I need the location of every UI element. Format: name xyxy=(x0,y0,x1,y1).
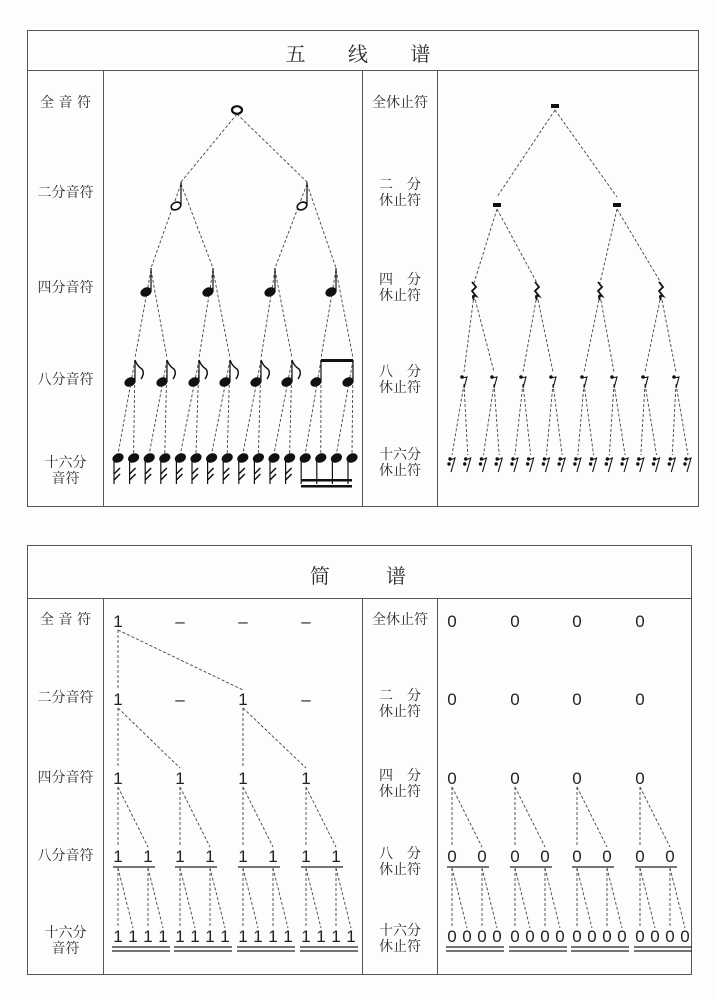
eighth-note xyxy=(281,360,300,387)
jianpu-note: 1 xyxy=(301,769,311,788)
note-flag xyxy=(239,474,245,480)
jianpu-rest: 0 xyxy=(572,690,582,709)
sixteenth-rest xyxy=(463,457,471,472)
rest-dot xyxy=(510,462,513,465)
note-flag xyxy=(145,468,151,474)
note-flag xyxy=(114,474,120,480)
jianpu-note: 1 xyxy=(113,690,123,709)
connector-line xyxy=(577,787,607,847)
jianpu-rest: 0 xyxy=(635,690,645,709)
connector-line xyxy=(523,384,531,455)
connector-line xyxy=(545,868,560,928)
connector-line xyxy=(515,868,530,928)
connector-line xyxy=(135,270,151,358)
jianpu-rest: 0 xyxy=(477,847,487,866)
rest-stroke xyxy=(639,458,644,472)
rest-label: 四 分 休止符 xyxy=(379,768,421,800)
eighth-note xyxy=(124,360,143,387)
rest-label: 全休止符 xyxy=(372,95,428,111)
rest-dot xyxy=(668,462,671,465)
connector-line xyxy=(213,270,230,358)
jianpu-note: 1 xyxy=(158,927,168,946)
jianpu-rest: 0 xyxy=(540,847,550,866)
connector-line xyxy=(515,787,545,847)
connector-line xyxy=(336,868,351,928)
connector-line xyxy=(118,630,243,690)
note-label: 四分音符 xyxy=(37,280,94,296)
beam xyxy=(301,479,352,482)
jianpu-note: 1 xyxy=(253,927,263,946)
connector-line xyxy=(452,384,464,455)
connector-line xyxy=(199,270,213,358)
jianpu-rest: 0 xyxy=(602,927,612,946)
connector-line xyxy=(307,184,336,268)
connector-line xyxy=(275,270,292,358)
connector-line xyxy=(641,384,645,455)
note-flag xyxy=(161,474,167,480)
jianpu-note: 1 xyxy=(113,847,123,866)
jianpu-note: – xyxy=(175,612,185,631)
connector-line xyxy=(180,787,210,847)
note-head xyxy=(264,287,276,298)
note-flag xyxy=(270,468,276,474)
jianpu-rest: 0 xyxy=(650,927,660,946)
rest-stroke xyxy=(529,458,534,472)
note-flag xyxy=(114,468,120,474)
connector-line xyxy=(661,295,676,372)
whole-note xyxy=(232,106,242,114)
note-head xyxy=(202,287,214,298)
connector-line xyxy=(578,384,584,455)
connector-line xyxy=(464,384,468,455)
sixteenth-rest xyxy=(652,457,660,472)
connector-line xyxy=(645,295,661,372)
rest-stroke xyxy=(544,458,549,472)
connector-line xyxy=(149,360,167,454)
rest-dot xyxy=(683,462,686,465)
note-head xyxy=(296,201,308,212)
jianpu-note: 1 xyxy=(238,769,248,788)
note-flag xyxy=(130,474,136,480)
jianpu-rest: 0 xyxy=(477,927,487,946)
jianpu-note: 1 xyxy=(331,847,341,866)
connector-line xyxy=(670,868,685,928)
connector-line xyxy=(452,787,482,847)
jianpu-rest: 0 xyxy=(555,927,565,946)
rest-dot xyxy=(636,462,639,465)
note-flag xyxy=(254,474,260,480)
jianpu-note: – xyxy=(238,612,248,631)
connector-line xyxy=(577,868,592,928)
jianpu-note: 1 xyxy=(175,847,185,866)
connector-line xyxy=(243,787,273,847)
note-flag xyxy=(292,360,300,379)
sixteenth-rest xyxy=(605,457,613,472)
connector-line xyxy=(306,868,321,928)
rest-dot xyxy=(526,462,529,465)
rest-dot xyxy=(495,462,498,465)
sixteenth-note xyxy=(252,453,264,484)
sixteenth-rest xyxy=(573,457,581,472)
sixteenth-rest xyxy=(557,457,565,472)
connector-line xyxy=(243,868,258,928)
connector-line xyxy=(584,384,594,455)
rest-stroke xyxy=(592,458,597,472)
rest-stroke xyxy=(462,377,467,388)
connector-line xyxy=(181,184,213,268)
connector-line xyxy=(672,384,676,455)
staff-title: 五 线 谱 xyxy=(285,42,449,66)
jianpu-note: 1 xyxy=(190,927,200,946)
note-flag xyxy=(176,474,182,480)
connector-line xyxy=(537,295,553,372)
connector-line xyxy=(151,184,181,268)
connector-line xyxy=(237,114,307,182)
jianpu-note: – xyxy=(301,612,311,631)
sixteenth-rest xyxy=(526,457,534,472)
eighth-note xyxy=(156,360,175,387)
jianpu-note: 1 xyxy=(331,927,341,946)
jianpu-rest: 0 xyxy=(447,690,457,709)
note-flag xyxy=(270,474,276,480)
connector-line xyxy=(243,708,306,768)
rest-stroke xyxy=(513,458,518,472)
connector-line xyxy=(180,360,199,454)
connector-line xyxy=(676,384,688,455)
rest-stroke xyxy=(582,377,587,388)
rest-stroke xyxy=(686,458,691,472)
note-head xyxy=(310,377,322,388)
connector-line xyxy=(181,114,237,182)
note-flag xyxy=(286,468,292,474)
sixteenth-rest xyxy=(495,457,503,472)
connector-line xyxy=(306,787,336,847)
half-rest xyxy=(493,203,501,207)
connector-line xyxy=(474,209,497,283)
jianpu-note: 1 xyxy=(175,769,185,788)
note-label: 二分音符 xyxy=(37,185,94,201)
connector-line xyxy=(600,209,617,283)
jianpu-rest: 0 xyxy=(572,927,582,946)
jianpu-rest: 0 xyxy=(510,612,520,631)
jianpu-rest: 0 xyxy=(510,847,520,866)
note-flag xyxy=(223,474,229,480)
note-flag xyxy=(261,360,269,379)
note-head xyxy=(342,377,354,388)
jianpu-note: 1 xyxy=(346,927,356,946)
jianpu-rest: 0 xyxy=(447,612,457,631)
note-label: 二分音符 xyxy=(37,690,94,706)
rest-label: 十六分 休止符 xyxy=(379,447,421,479)
jianpu-note: 1 xyxy=(268,847,278,866)
connector-line xyxy=(555,110,617,197)
rest-stroke xyxy=(576,458,581,472)
note-flag xyxy=(130,468,136,474)
note-flag xyxy=(286,474,292,480)
rest-stroke xyxy=(674,377,679,388)
connector-line xyxy=(452,868,467,928)
note-flag xyxy=(192,474,198,480)
jianpu-rest: 0 xyxy=(447,769,457,788)
rest-stroke xyxy=(551,377,556,388)
jianpu-note: 1 xyxy=(301,927,311,946)
jianpu-rest: 0 xyxy=(635,847,645,866)
whole-rest xyxy=(551,104,559,108)
note-flag xyxy=(135,360,143,379)
rest-dot xyxy=(573,462,576,465)
rest-stroke xyxy=(623,458,628,472)
eighth-note xyxy=(250,360,269,387)
jianpu-note: 1 xyxy=(113,927,123,946)
connector-line xyxy=(275,184,307,268)
sixteenth-rest xyxy=(510,457,518,472)
sixteenth-note xyxy=(159,453,171,484)
note-label: 八分音符 xyxy=(37,372,94,388)
rest-stroke xyxy=(492,377,497,388)
note-label: 全 音 符 xyxy=(40,612,91,628)
connector-line xyxy=(617,209,661,283)
jianpu-rest: 0 xyxy=(665,927,675,946)
connector-line xyxy=(523,295,537,372)
jianpu-rest: 0 xyxy=(635,769,645,788)
connector-line xyxy=(336,360,353,454)
jianpu-rest: 0 xyxy=(587,927,597,946)
rest-stroke xyxy=(612,377,617,388)
connector-line xyxy=(497,209,537,283)
note-flag xyxy=(254,468,260,474)
sixteenth-rest xyxy=(683,457,691,472)
rest-stroke xyxy=(560,458,565,472)
jianpu-rest: 0 xyxy=(447,927,457,946)
jianpu-rest: 0 xyxy=(525,927,535,946)
connector-line xyxy=(494,384,499,455)
jianpu-note: 1 xyxy=(113,612,123,631)
connector-line xyxy=(482,868,497,928)
rest-stroke xyxy=(450,458,455,472)
rest-stroke xyxy=(643,377,648,388)
sixteenth-rest xyxy=(636,457,644,472)
half-rest xyxy=(613,203,621,207)
jianpu-note: 1 xyxy=(175,927,185,946)
rest-dot xyxy=(605,462,608,465)
note-head xyxy=(140,287,152,298)
jianpu-title: 简 谱 xyxy=(310,564,424,588)
rest-dot xyxy=(479,462,482,465)
note-flag xyxy=(223,468,229,474)
connector-line xyxy=(118,868,133,928)
jianpu-rest: 0 xyxy=(510,690,520,709)
sixteenth-note xyxy=(237,453,249,484)
rest-label: 二 分 休止符 xyxy=(379,177,421,209)
jianpu-note: 1 xyxy=(268,927,278,946)
connector-line xyxy=(474,295,494,372)
sixteenth-note xyxy=(112,453,124,484)
rest-label: 二 分 休止符 xyxy=(379,688,421,720)
connector-line xyxy=(614,384,625,455)
jianpu-rest: 0 xyxy=(492,927,502,946)
connector-line xyxy=(305,360,321,454)
connector-line xyxy=(151,270,167,358)
connector-line xyxy=(180,868,195,928)
rest-stroke xyxy=(466,458,471,472)
sixteenth-note xyxy=(174,453,186,484)
jianpu-rest: 0 xyxy=(462,927,472,946)
connector-line xyxy=(584,295,600,372)
connector-line xyxy=(483,384,494,455)
connector-line xyxy=(464,295,474,372)
jianpu-note: 1 xyxy=(238,847,248,866)
jianpu-rest: 0 xyxy=(635,927,645,946)
eighth-note xyxy=(188,360,207,387)
jianpu-rest: 0 xyxy=(680,927,690,946)
sixteenth-rest xyxy=(589,457,597,472)
rest-stroke xyxy=(481,458,486,472)
note-flag xyxy=(145,474,151,480)
sixteenth-rest xyxy=(542,457,550,472)
connector-line xyxy=(640,787,670,847)
jianpu-rest: 0 xyxy=(447,847,457,866)
jianpu-note: 1 xyxy=(316,927,326,946)
sixteenth-rest xyxy=(620,457,628,472)
sixteenth-note xyxy=(284,453,296,484)
connector-line xyxy=(607,868,622,928)
connector-line xyxy=(212,360,230,454)
eighth-note xyxy=(310,360,322,387)
connector-line xyxy=(118,787,148,847)
jianpu-rest: 0 xyxy=(572,612,582,631)
rest-label: 十六分 休止符 xyxy=(379,923,421,955)
connector-line xyxy=(336,270,353,358)
rest-dot xyxy=(557,462,560,465)
jianpu-note: 1 xyxy=(205,847,215,866)
connector-line xyxy=(546,384,553,455)
eighth-note xyxy=(342,360,354,387)
jianpu-note: 1 xyxy=(143,847,153,866)
rest-dot xyxy=(463,462,466,465)
jianpu-note: 1 xyxy=(283,927,293,946)
connector-line xyxy=(274,360,292,454)
note-flag xyxy=(176,468,182,474)
rest-dot xyxy=(447,462,450,465)
jianpu-note: 1 xyxy=(128,927,138,946)
rest-dot xyxy=(542,462,545,465)
beam xyxy=(301,485,352,488)
jianpu-note: – xyxy=(301,690,311,709)
jianpu-rest: 0 xyxy=(540,927,550,946)
sixteenth-note xyxy=(128,453,140,484)
connector-line xyxy=(600,295,614,372)
jianpu-note: 1 xyxy=(143,927,153,946)
sixteenth-note xyxy=(268,453,280,484)
eighth-note xyxy=(219,360,238,387)
rest-dot xyxy=(620,462,623,465)
note-label: 四分音符 xyxy=(37,770,94,786)
sixteenth-rest xyxy=(447,457,455,472)
note-head xyxy=(325,287,337,298)
note-flag xyxy=(192,468,198,474)
note-flag xyxy=(208,468,214,474)
jianpu-note: 1 xyxy=(238,927,248,946)
sixteenth-rest xyxy=(668,457,676,472)
sixteenth-note xyxy=(206,453,218,484)
jianpu-rest: 0 xyxy=(617,927,627,946)
jianpu-note: 1 xyxy=(205,927,215,946)
rest-stroke xyxy=(655,458,660,472)
rest-label: 八 分 休止符 xyxy=(379,846,421,878)
note-flag xyxy=(167,360,175,379)
rest-label: 全休止符 xyxy=(372,612,428,628)
jianpu-rest: 0 xyxy=(665,847,675,866)
connector-line xyxy=(515,384,523,455)
connector-line xyxy=(640,868,655,928)
sixteenth-note xyxy=(143,453,155,484)
connector-line xyxy=(210,868,225,928)
jianpu-note: 1 xyxy=(113,769,123,788)
note-head xyxy=(232,106,242,114)
rest-stroke xyxy=(521,377,526,388)
jianpu-rest: 0 xyxy=(572,847,582,866)
note-flag xyxy=(199,360,207,379)
connector-line xyxy=(609,384,614,455)
jianpu-rest: 0 xyxy=(510,769,520,788)
sixteenth-note xyxy=(221,453,233,484)
sixteenth-note xyxy=(190,453,202,484)
note-label: 八分音符 xyxy=(37,848,94,864)
rest-stroke xyxy=(497,458,502,472)
note-flag xyxy=(208,474,214,480)
rest-label: 八 分 休止符 xyxy=(379,364,421,396)
sixteenth-rest xyxy=(479,457,487,472)
rest-dot xyxy=(589,462,592,465)
jianpu-note: 1 xyxy=(220,927,230,946)
jianpu-note: 1 xyxy=(238,690,248,709)
connector-line xyxy=(497,110,555,197)
jianpu-rest: 0 xyxy=(602,847,612,866)
note-flag xyxy=(161,468,167,474)
connector-line xyxy=(645,384,657,455)
connector-line xyxy=(118,708,180,768)
jianpu-rest: 0 xyxy=(510,927,520,946)
rest-stroke xyxy=(607,458,612,472)
jianpu-note: 1 xyxy=(301,847,311,866)
connector-line xyxy=(243,360,261,454)
beam xyxy=(321,359,353,362)
rest-label: 四 分 休止符 xyxy=(379,272,421,304)
connector-line xyxy=(118,360,135,454)
note-label: 十六分 音符 xyxy=(44,455,87,487)
connector-line xyxy=(261,270,275,358)
connector-line xyxy=(148,868,163,928)
note-label: 全 音 符 xyxy=(40,95,91,111)
note-flag xyxy=(230,360,238,379)
jianpu-rest: 0 xyxy=(572,769,582,788)
jianpu-rest: 0 xyxy=(635,612,645,631)
jianpu-note: – xyxy=(175,690,185,709)
rest-stroke xyxy=(670,458,675,472)
note-label: 十六分 音符 xyxy=(44,925,87,957)
connector-line xyxy=(553,384,562,455)
connector-line xyxy=(321,270,336,358)
rest-dot xyxy=(652,462,655,465)
connector-line xyxy=(273,868,288,928)
note-flag xyxy=(239,468,245,474)
